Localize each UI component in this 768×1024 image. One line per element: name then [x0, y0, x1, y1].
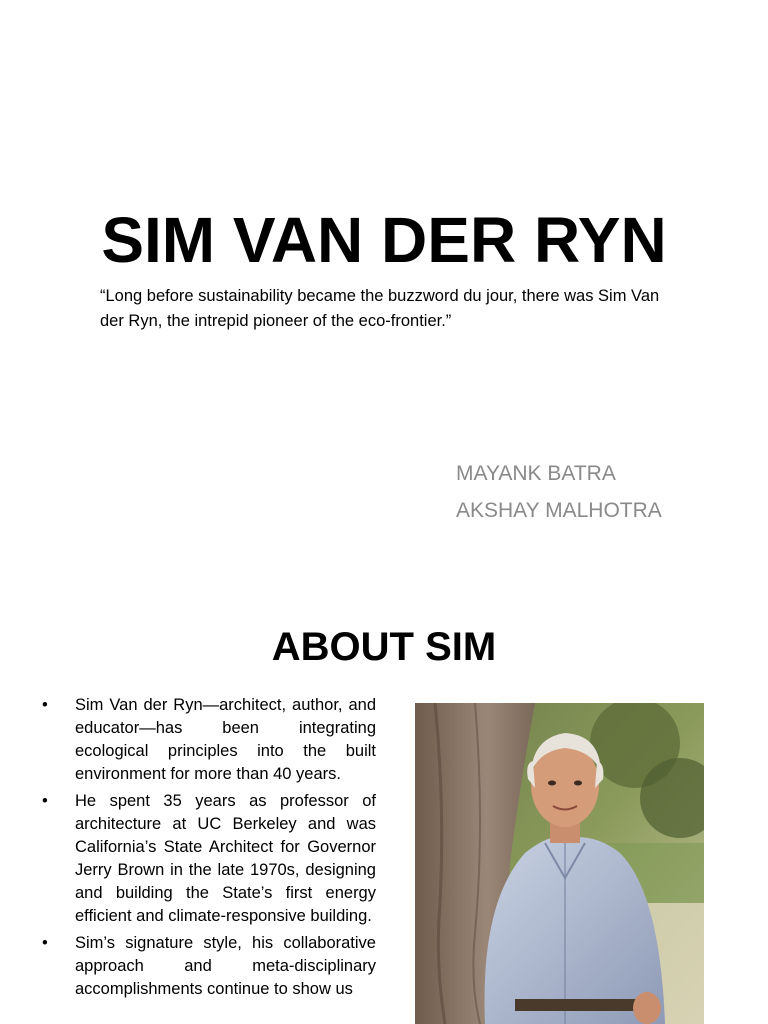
bullet-icon: •: [42, 934, 48, 952]
bullet-text: Sim’s signature style, his collaborative approach and meta-disciplinary accomplishments continue to show us: [75, 934, 376, 998]
about-slide: [0, 576, 768, 1024]
about-title: ABOUT SIM: [271, 625, 497, 669]
author-list: [456, 455, 662, 529]
intro-quote: “Long before sustainability became the buzzword du jour, there was Sim Van der Ryn, the intrepid pioneer of the eco-frontier.”: [100, 287, 660, 330]
bullet-icon: •: [42, 696, 48, 714]
list-item: [42, 932, 376, 1001]
portrait-photo: [415, 703, 704, 1024]
portrait-illustration: [415, 703, 704, 1024]
list-item: [42, 790, 376, 928]
list-item: [42, 694, 376, 786]
author-name: AKSHAY MALHOTRA: [456, 499, 662, 522]
bullet-text: Sim Van der Ryn—architect, author, and educator—has been integrating ecological principles into the built environment for more than 40 years.: [75, 696, 376, 783]
bullet-text: He spent 35 years as professor of architecture at UC Berkeley and was California’s State Architect for Governor Jerry Brown in the late 1970s, designing and building the State’s first energy efficient and climate-responsive building.: [75, 792, 376, 925]
author-name: MAYANK BATRA: [456, 462, 616, 485]
bullet-icon: •: [42, 792, 48, 810]
presentation-title: SIM VAN DER RYN: [101, 204, 667, 276]
bullet-list: [42, 694, 376, 1005]
